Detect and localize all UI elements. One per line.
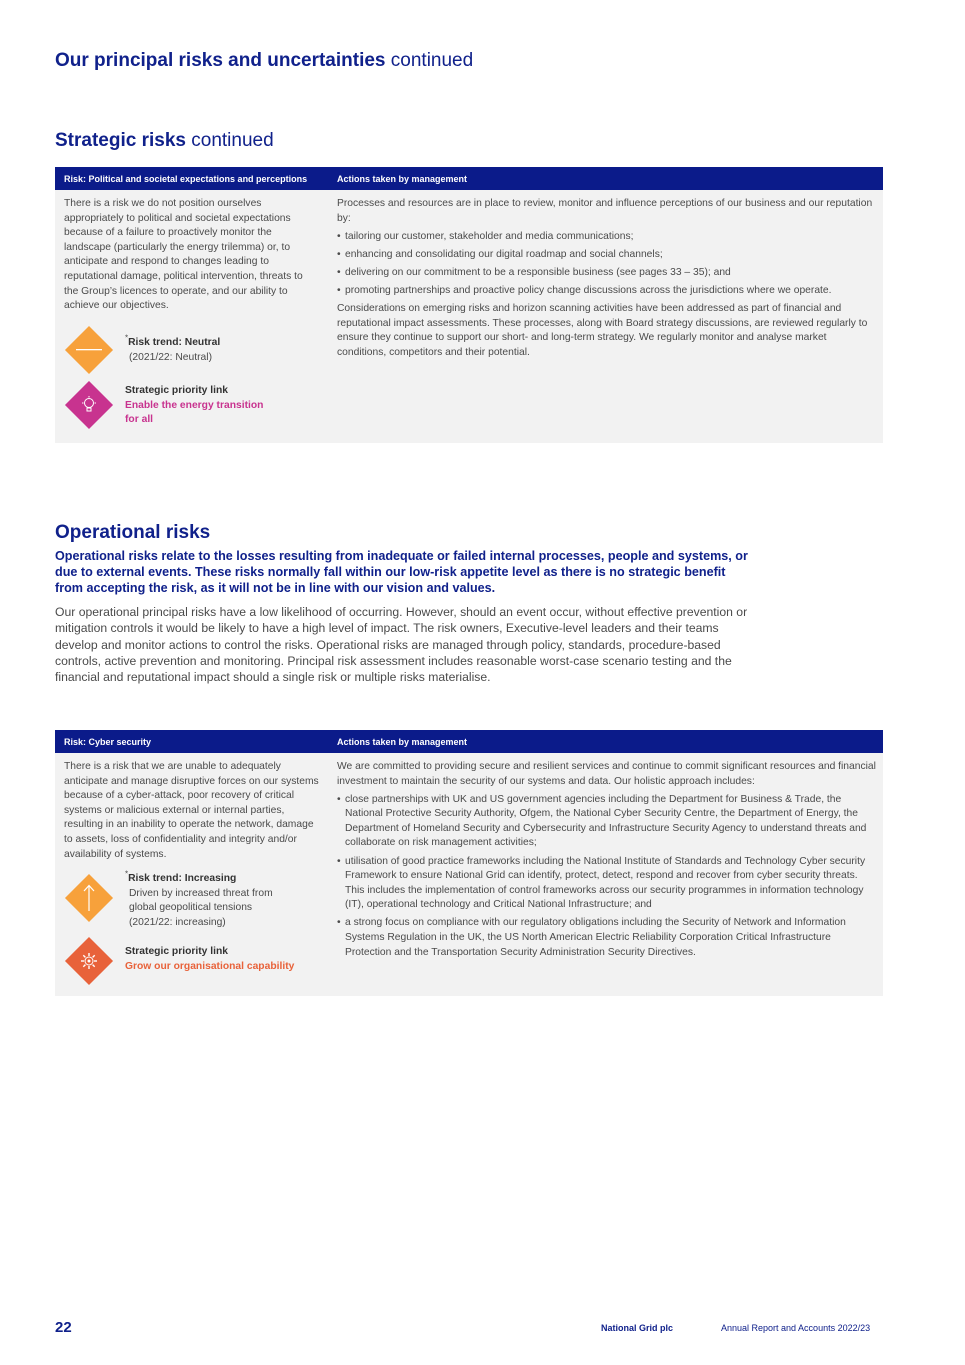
strategic-priority-link bbox=[125, 384, 265, 428]
page-number: 22 bbox=[55, 1319, 72, 1336]
actions-list bbox=[337, 230, 877, 299]
list-item: • utilisation of good practice frameworks including the National Institute of Standards and Technology Cyber security Framework to ensure National Grid can identify, protect, detect, respond and recover from cyber security threats. This includes the implementation of control frameworks across our security programmes in information technology (IT), operational technology and Critical National Infrastructure; and bbox=[337, 855, 877, 913]
strategic-priority-link bbox=[125, 945, 325, 974]
list-item: • enhancing and consolidating our digital roadmap and social channels; bbox=[337, 248, 877, 263]
footer-report-title: Annual Report and Accounts 2022/23 bbox=[721, 1323, 871, 1333]
priority-text: Grow our organisational capability bbox=[125, 960, 295, 972]
list-item: • promoting partnerships and proactive policy change discussions across the jurisdictions where we operate. bbox=[337, 284, 877, 299]
page-title-main: Our principal risks and uncertainties bbox=[55, 50, 386, 71]
risk-trend-detail: Driven by increased threat from global geopolitical tensions bbox=[129, 887, 273, 914]
list-item: • close partnerships with UK and US government agencies including the Department for Business & Trade, the National Protective Security Authority, Ofgem, the National Cyber Security Centre, the Department of Energy, the Department of Homeland Security and Cybersecurity and Infrastructure Security Agency to understand threats and collaborate on risk management activities; bbox=[337, 793, 877, 851]
section-title-continued: continued bbox=[191, 130, 274, 151]
risk-trend bbox=[125, 333, 315, 365]
risk-table-header bbox=[55, 167, 883, 190]
list-item: • a strong focus on compliance with our regulatory obligations including the Security of Network and Information Systems Regulation in the UK, the US North American Electric Reliability Corporation Critical Infrastructure Protection and the Transportation Security Administration Security Directives. bbox=[337, 916, 877, 960]
risk-description: There is a risk we do not position ourselves appropriately to political and societal expectations because of a failure to proactively monitor the landscape (particularly the energy trilemma) or, to anticipate and respond to changes leading to reputational damage, political intervention, threats to the Group’s licences to operate, and our ability to achieve our objectives. bbox=[64, 198, 303, 312]
footer-company: National Grid plc bbox=[601, 1323, 674, 1333]
actions-column bbox=[337, 760, 877, 964]
priority-text: Enable the energy transition for all bbox=[125, 399, 264, 426]
risk-trend-increasing-icon bbox=[64, 873, 114, 923]
trend-footnote-marker: * bbox=[125, 333, 129, 343]
trend-footnote-marker: * bbox=[125, 869, 129, 879]
actions-outro: Considerations on emerging risks and horizon scanning activities have been addressed as part of financial and reputational impact assessments. These processes, along with Board strategy discussions, are reviewed regularly to ensure they continue to support our short- and long-term strategy. We regularly monitor and analyse market conditions, competitors and their potential. bbox=[337, 303, 868, 358]
page-title bbox=[55, 50, 473, 72]
gear-icon bbox=[64, 936, 114, 986]
operational-intro: Operational risks relate to the losses resulting from inadequate or failed internal processes, people and systems, or due to external events. These risks normally fall within our low-risk appetite level as there is no strategic benefit from accepting the risk, as it will not be in line with our vision and values. bbox=[55, 549, 748, 596]
section-title-operational: Operational risks bbox=[55, 522, 211, 543]
priority-title: Strategic priority link bbox=[125, 946, 228, 957]
risk-trend-neutral-icon bbox=[64, 325, 114, 375]
actions-column-header: Actions taken by management bbox=[337, 737, 468, 747]
page-title-continued: continued bbox=[390, 50, 474, 71]
risk-description: There is a risk that we are unable to adequately anticipate and manage disruptive forces on our systems because of a cyber-attack, poor recovery of critical systems or malicious external or internal parties, resulting in an inability to operate the network, damage to assets, loss of confidentiality and integrity and/or availability of systems. bbox=[64, 761, 319, 860]
actions-column bbox=[337, 197, 877, 364]
actions-intro: We are committed to providing secure and resilient services and continue to commit significant resources and financial investment to maintain the security of our systems and data. Our holistic approach includes: bbox=[337, 761, 876, 787]
operational-body: Our operational principal risks have a low likelihood of occurring. However, should an event occur, without effective prevention or mitigation controls it would be likely to have a high level of impact. The risk owners, Executive-level leaders and their teams develop and monitor actions to control the risks. Operational risks are managed through policy, standards, procedure-based controls, active prevention and monitoring. Principal risk assessment includes reasonable worst-case scenario testing and the financial and reputational impact should a single risk or multiple risks materialise. bbox=[55, 605, 748, 685]
risk-trend-prior: (2021/22: increasing) bbox=[129, 916, 226, 928]
risk-column-header: Risk: Political and societal expectations and perceptions bbox=[64, 174, 308, 184]
actions-column-header: Actions taken by management bbox=[337, 174, 468, 184]
risk-trend-title: Risk trend: Increasing bbox=[128, 873, 237, 884]
risk-table-header bbox=[55, 730, 883, 753]
actions-list bbox=[337, 793, 877, 961]
section-title-strategic bbox=[55, 130, 274, 152]
list-item: • tailoring our customer, stakeholder and media communications; bbox=[337, 230, 877, 245]
risk-table-cyber bbox=[55, 730, 883, 996]
priority-title: Strategic priority link bbox=[125, 385, 228, 396]
risk-trend-prior: (2021/22: Neutral) bbox=[129, 351, 212, 363]
risk-table-political bbox=[55, 167, 883, 443]
risk-trend bbox=[125, 869, 315, 930]
risk-column-header: Risk: Cyber security bbox=[64, 737, 152, 747]
list-item: • delivering on our commitment to be a responsible business (see pages 33 – 35); and bbox=[337, 266, 877, 281]
actions-intro: Processes and resources are in place to review, monitor and influence perceptions of our business and our reputation by: bbox=[337, 198, 873, 224]
section-title-main: Strategic risks bbox=[55, 130, 186, 151]
risk-trend-title: Risk trend: Neutral bbox=[128, 337, 221, 348]
lightbulb-icon bbox=[64, 380, 114, 430]
